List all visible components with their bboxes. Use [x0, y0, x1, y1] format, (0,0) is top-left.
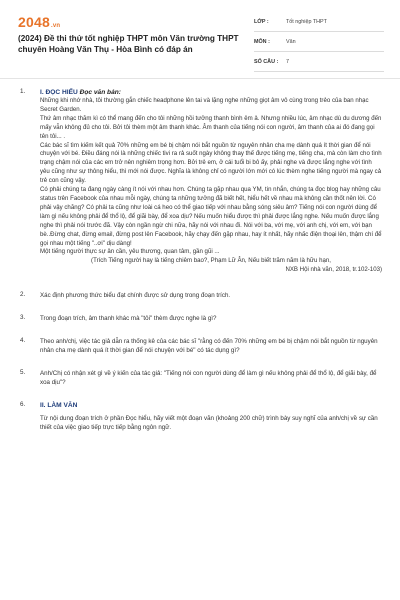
question-4	[20, 337, 382, 355]
meta-row-class	[254, 12, 384, 32]
section-heading-text: I. ĐỌC HIỂU	[40, 89, 78, 96]
meta-value-count: 7	[286, 58, 289, 65]
exam-meta-box	[254, 12, 384, 72]
passage-citation: (Trích Tiếng người hay là tiếng chiêm bao?, Phạm Lữ Ân, Nếu biết trăm năm là hữu hạn,	[91, 257, 331, 265]
meta-label: LỚP :	[254, 18, 269, 25]
question-number: 3.	[20, 314, 26, 322]
passage-paragraph: Một tiếng người thực sự ân cần, yêu thương, quan tâm, gần gũi ...	[40, 248, 220, 256]
meta-row-subject	[254, 32, 384, 52]
exam-title: (2024) Đề thi thử tốt nghiệp THPT môn Văn trường THPT chuyên Hoàng Văn Thụ - Hòa Bình có đáp án	[18, 34, 239, 54]
passage-publisher: NXB Hội nhà văn, 2018, tr.102-103)	[285, 266, 382, 274]
passage-paragraph: Thứ âm nhạc thăm kì có thể mang đến cho tôi những hồi tưởng thanh bình êm ả. Nhưng nhiều lúc, âm nhạc dù du dương đến mấy vẫn không đủ cho tôi. Bởi tôi thèm một âm thanh khác. Âm thanh của tiếng nói con người, âm thanh của ai đó đang gọi tên tôi... .	[40, 114, 382, 140]
question-3	[20, 314, 382, 323]
exam-content	[20, 88, 382, 432]
question-text: Từ nội dung đoạn trích ở phần Đọc hiểu, hãy viết một đoạn văn (khoảng 200 chữ) trình bày suy nghĩ của anh/chị về sự cần thiết của việc giao tiếp trực tiếp bằng ngôn ngữ.	[40, 415, 378, 432]
question-text: Xác định phương thức biểu đạt chính được sử dụng trong đoạn trích.	[40, 292, 231, 300]
question-5	[20, 369, 382, 387]
passage-paragraph: Những khi nhớ nhà, tôi thường gắn chiếc headphone lên tai và lặng nghe những giọt âm vô cùng trong trẻo của ban nhạc Secret Garden.	[40, 97, 369, 113]
question-text: Anh/Chị có nhận xét gì về ý kiến của tác giả: "Tiếng nói con người dùng để làm gì nếu không phải để thổ lộ, để giãi bày, để xoa dịu"?	[40, 370, 377, 387]
header-divider	[0, 78, 400, 79]
page-header	[0, 0, 400, 78]
question-2	[20, 291, 382, 300]
question-number: 4.	[20, 337, 26, 345]
logo-suffix: .vn	[50, 23, 61, 29]
passage-paragraph: Các bác sĩ tìm kiếm kết quả 70% những em bé bị chậm nói bắt nguồn từ nguyên nhân cha mẹ dành quá ít thời gian để nói chuyện với bé. Điều đáng nói là những chiếc tivi ra rả suốt ngày không thay thế được tiếng mẹ, tiếng cha, mà còn làm cho tình trạng chậm nói của các em trở nên nghiêm trọng hơn. Bởi trẻ em, ở cái tuổi bi bô ấy, phải nghe và được lắng nghe với tình yêu cũng như sự thông hiểu, thì mới nói được. Nghĩa là không chỉ có người lớn mới có lúc thèm nghe tiếng người mà ngay cả trẻ con cũng vậy.	[40, 141, 382, 185]
logo-text: 2048	[18, 14, 50, 30]
question-text: Trong đoạn trích, âm thanh khác mà "tôi" thèm được nghe là gì?	[40, 315, 217, 323]
meta-row-count	[254, 52, 384, 72]
meta-label: MÔN :	[254, 38, 270, 45]
question-number: 5.	[20, 369, 26, 377]
site-logo[interactable]	[18, 14, 60, 30]
section-heading-reading	[40, 88, 382, 97]
meta-label: SỐ CÂU :	[254, 58, 279, 65]
meta-value-class: Tốt nghiệp THPT	[286, 18, 327, 25]
meta-value-subject: Văn	[286, 38, 296, 45]
question-number: 6.	[20, 401, 26, 409]
section-heading-sub: Đọc văn bản:	[79, 89, 121, 96]
question-text: Theo anh/chị, việc tác giả dẫn ra thống kê của các bác sĩ "rằng có đến 70% những em bé bị chậm nói bắt nguồn từ nguyên nhân cha mẹ dành quá ít thời gian để nói chuyện với bé" có tác dụng gì?	[40, 338, 378, 355]
question-number: 1.	[20, 88, 26, 95]
question-number: 2.	[20, 291, 26, 299]
question-6	[20, 401, 382, 432]
passage-paragraph: Có phải chúng ta đang ngày càng ít nói với nhau hơn. Chúng ta gặp nhau qua YM, tin nhắn, chúng ta đọc blog hay những câu status trên Facebook của nhau mỗi ngày, chúng ta những tưởng đã biết hết, hiểu hết về nhau mà không cần thốt nên lời. Có phải vậy chăng? Có phải ta cũng như loài cá heo có thể giao tiếp với nhau bằng sóng siêu âm? Tiếng nói con người dùng để làm gì nếu không phải để thổ lộ, để giãi bày, để xoa dịu? Nếu muốn hiểu được thì phải được lắng nghe. Nếu muốn được lắng nghe thì phải nói trước đã. Vậy còn ngần ngừ chi nữa, hãy nói với nhau đi. Nói với ba, với mẹ, với anh chị, với em, với bạn bè..Đừng chat, đừng email, đừng post lên Facebook, hãy chạy đến gặp nhau, hay ít nhất, hãy nhấc điện thoại lên, thậm chí để gọi nhau một tiếng "..ơi" dịu dàng!	[40, 186, 382, 247]
question-1	[20, 88, 382, 275]
section-heading-writing: II. LÀM VĂN	[40, 402, 78, 410]
